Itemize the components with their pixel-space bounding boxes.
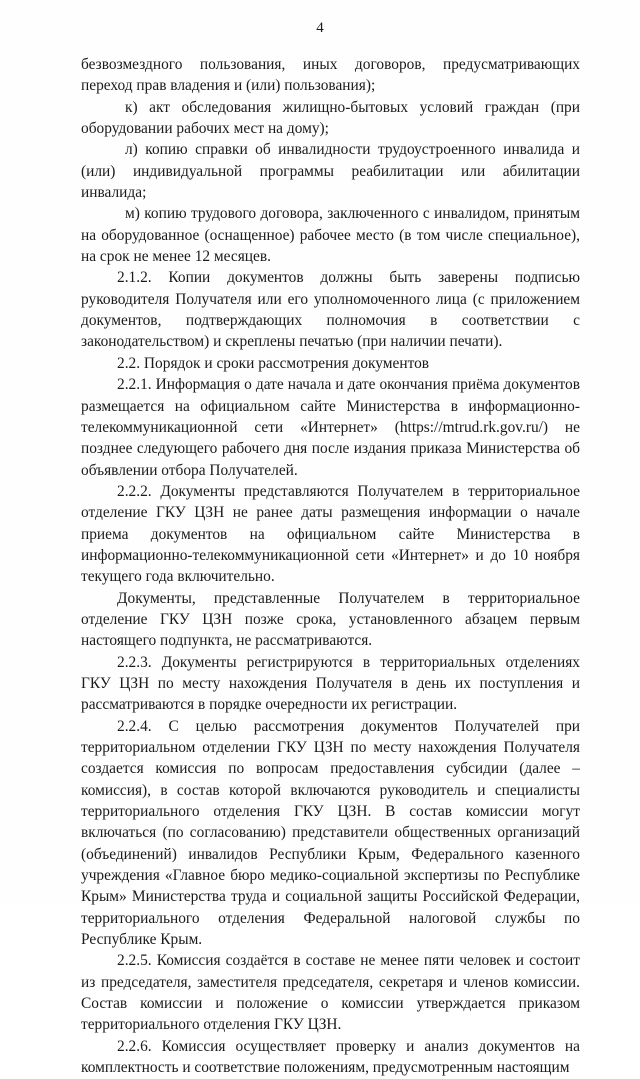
document-body (81, 54, 580, 1079)
clause-2-2-2-second-paragraph: Документы, представленные Получателем в территориальное отделение ГКУ ЦЗН позже срока, установленного абзацем первым настоящего подпункта, не рассматриваются. (81, 589, 580, 650)
list-item-k: к) акт обследования жилищно-бытовых условий граждан (при оборудовании рабочих мест на дому); (81, 98, 580, 138)
clause-2-2-6: 2.2.6. Комиссия осуществляет проверку и анализ документов на комплектность и соответствие положениям, предусмотренным настоящим (81, 1037, 580, 1077)
page-number: 4 (316, 20, 324, 36)
clause-2-1-2: 2.1.2. Копии документов должны быть заверены подписью руководителя Получателя или его уполномоченного лица (с приложением документов, подтверждающих полномочия в соответствии с законодательством) и скреплены печатью (при наличии печати). (81, 269, 580, 351)
clause-2-2-5: 2.2.5. Комиссия создаётся в составе не менее пяти человек и состоит из председателя, заместителя председателя, секретаря и членов комиссии. Состав комиссии и положение о комиссии утверждается приказом территориального отделения ГКУ ЦЗН. (81, 952, 580, 1034)
list-item-m: м) копию трудового договора, заключенного с инвалидом, принятым на оборудованное (оснащенное) рабочее место (в том числе специальное), на срок не менее 12 месяцев. (81, 205, 580, 266)
paragraph-continuation: безвозмездного пользования, иных договоров, предусматривающих переход прав владения и (или) пользования); (81, 56, 580, 95)
list-item-l: л) копию справки об инвалидности трудоустроенного инвалида и (или) индивидуальной программы реабилитации или абилитации инвалида; (81, 141, 580, 202)
section-heading-2-2: 2.2. Порядок и сроки рассмотрения документов (117, 354, 430, 372)
clause-2-2-1: 2.2.1. Информация о дате начала и дате окончания приёма документов размещается на официальном сайте Министерства в информационно-телекоммуникационной сети «Интернет» (https://mtrud.rk.gov.ru/) не позднее следующего рабочего дня после издания приказа Министерства об объявлении отбора Получателей. (81, 376, 580, 479)
clause-2-2-2: 2.2.2. Документы представляются Получателем в территориальное отделение ГКУ ЦЗН не ранее даты размещения информации о начале приема документов на официальном сайте Министерства в информационно-телекоммуникационной сети «Интернет» и до 10 ноября текущего года включительно. (81, 482, 580, 586)
clause-2-2-4: 2.2.4. С целью рассмотрения документов Получателей при территориальном отделении ГКУ ЦЗН по месту нахождения Получателя создается комиссия по вопросам предоставления субсидии (далее – комиссия), в состав которой включаются руководитель и специалисты территориального отделения ГКУ ЦЗН. В состав комиссии могут включаться (по согласованию) представители общественных организаций (объединений) инвалидов Республики Крым, Федерального казенного учреждения «Главное бюро медико-социальной экспертизы по Республике Крым» Министерства труда и социальной защиты Российской Федерации, территориального отделения Федеральной налоговой службы по Республике Крым. (81, 717, 580, 949)
clause-2-2-3: 2.2.3. Документы регистрируются в территориальных отделениях ГКУ ЦЗН по месту нахождения Получателя в день их поступления и рассматриваются в порядке очередности их регистрации. (81, 653, 580, 714)
